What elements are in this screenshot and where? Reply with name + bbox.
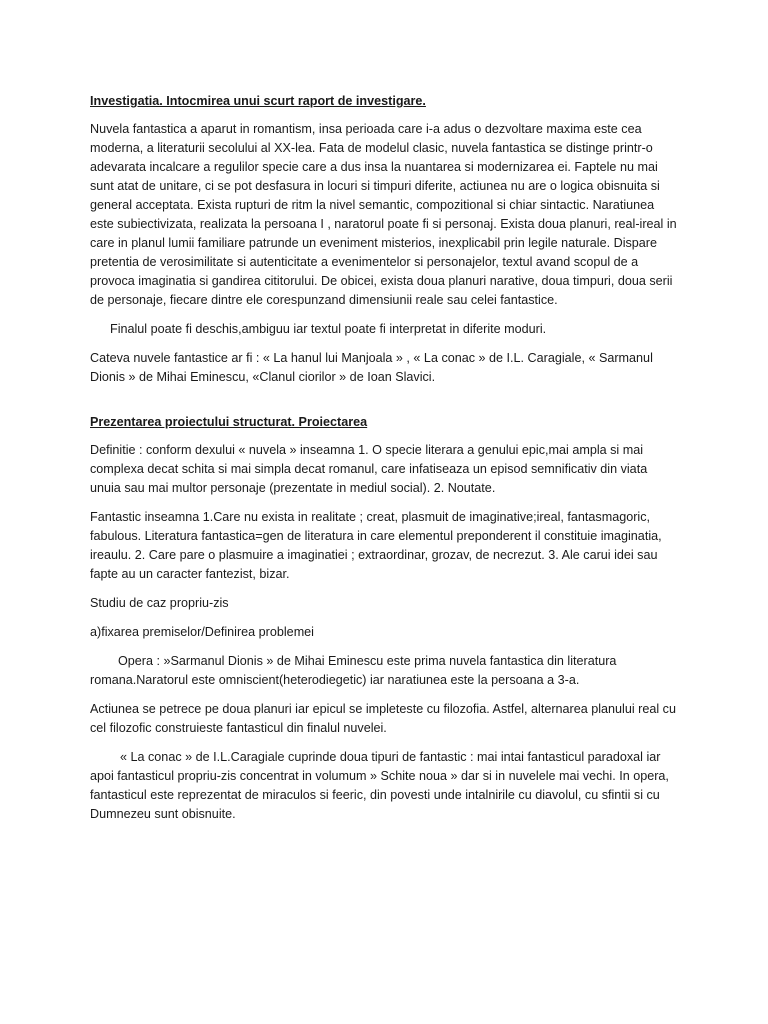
paragraph-nuvela-fantastica: Nuvela fantastica a aparut in romantism, insa perioada care i-a adus o dezvoltare maxima este cea moderna, a literaturii secolului al XX-lea. Fata de modelul clasic, nuvela fantastica se distinge printr-o adevarata incalcare a regulilor specie care a dus insa la nuantarea si modernizarea ei. Faptele nu mai sunt atat de unitare, ci se pot desfasura in locuri si timpuri diferite, actiunea nu are o logica obisnuita si general acceptata. Exista rupturi de ritm la nivel semantic, compozitional si chiar sintactic. Naratiunea este subiectivizata, realizata la persoana I , naratorul poate fi si personaj. Exista doua planuri, real-ireal in care in planul lumii familiare patrunde un eveniment misterios, inexplicabil prin legile naturale. Dispare pretentia de verosimilitate si autenticitate a evenimentelor si personajelor, textul avand scopul de a provoca imaginatia si gandirea cititorului. De obicei, exista doua planuri narative, doua timpuri, doua serii de personaje, fiecare dintre ele corespunzand dimensiunii reale sau celei fantastice. bbox=[90, 122, 677, 307]
paragraph-actiunea: Actiunea se petrece pe doua planuri iar epicul se impleteste cu filozofia. Astfel, alternarea planului real cu cel filozofic construieste fantasticul din finalul nuvelei. bbox=[90, 702, 676, 735]
document-page bbox=[90, 92, 680, 834]
paragraph-opera-sarmanul-dionis: Opera : »Sarmanul Dionis » de Mihai Eminescu este prima nuvela fantastica din literatura romana.Naratorul este omniscient(heterodiegetic) iar naratiunea este la persoana a 3-a. bbox=[90, 654, 617, 687]
paragraph-fixarea-premiselor: a)fixarea premiselor/Definirea problemei bbox=[90, 625, 314, 639]
paragraph-la-conac: « La conac » de I.L.Caragiale cuprinde doua tipuri de fantastic : mai intai fantasticul paradoxal iar apoi fantasticul propriu-zis concentrat in volumum » Schite noua » dar si in nuvelele mai vechi. In opera, fantasticul este reprezentat de miraculos si feeric, din povesti unde intalnirile cu diavolul, cu sfintii si cu Dumnezeu sunt obisnuite. bbox=[90, 750, 669, 821]
paragraph-finalul: Finalul poate fi deschis,ambiguu iar textul poate fi interpretat in diferite moduri. bbox=[110, 322, 547, 336]
paragraph-fantastic: Fantastic inseamna 1.Care nu exista in realitate ; creat, plasmuit de imaginative;ireal, fantasmagoric, fabulous. Literatura fantastica=gen de literatura in care elementul preponderent il constituie imaginatia, ireaulu. 2. Care pare o plasmuire a imaginatiei ; extraordinar, grozav, de necrezut. 3. Ale carui idei sau fapte au un caracter fantezist, bizar. bbox=[90, 510, 662, 581]
section-heading-investigatia: Investigatia. Intocmirea unui scurt raport de investigare. bbox=[90, 94, 426, 108]
paragraph-nuvele-exemple: Cateva nuvele fantastice ar fi : « La hanul lui Manjoala » , « La conac » de I.L. Caragiale, « Sarmanul Dionis » de Mihai Eminescu, «Clanul ciorilor » de Ioan Slavici. bbox=[90, 351, 653, 384]
paragraph-definitie: Definitie : conform dexului « nuvela » inseamna 1. O specie literara a genului epic,mai ampla si mai complexa decat schita si mai simpla decat romanul, care infatiseaza un episod semnificativ din viata unuia sau mai multor personaje (prezentate in mediul social). 2. Noutate. bbox=[90, 443, 648, 495]
section-heading-prezentarea: Prezentarea proiectului structurat. Proiectarea bbox=[90, 415, 368, 429]
paragraph-studiu-de-caz: Studiu de caz propriu-zis bbox=[90, 596, 229, 610]
